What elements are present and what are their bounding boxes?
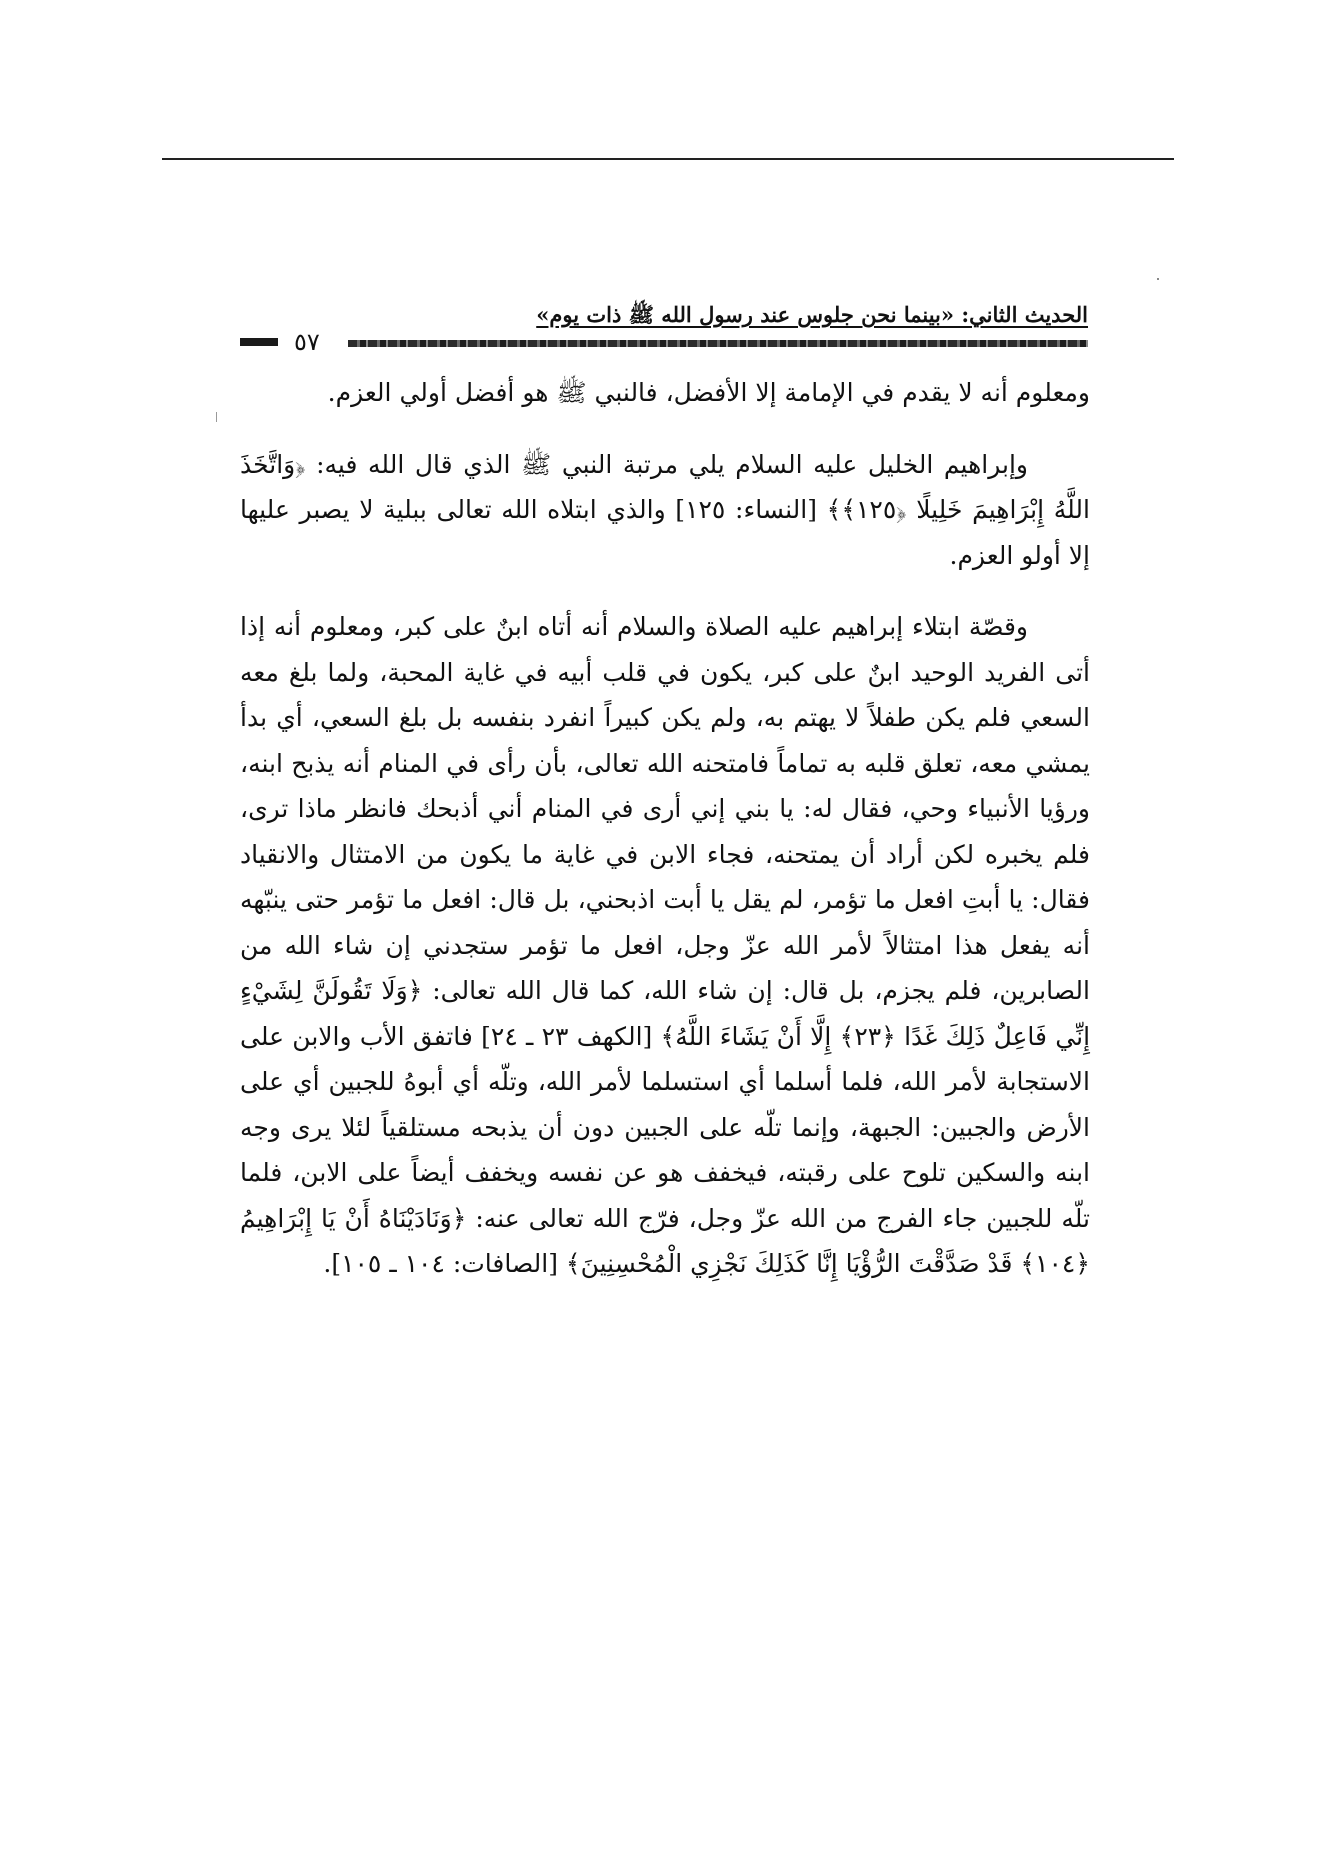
paragraph-1: ومعلوم أنه لا يقدم في الإمامة إلا الأفضل، فالنبي ﷺ هو أفضل أولي العزم. — [327, 378, 1090, 407]
paragraph-3: وقصّة ابتلاء إبراهيم عليه الصلاة والسلام أنه أتاه ابنٌ على كبر، ومعلوم أنه إذا أتى الفريد الوحيد ابنٌ على كبر، يكون في قلب أبيه في غاية المحبة، ولما بلغ معه السعي فلم يكن طفلاً لا يهتم به، ولم يكن كبيراً انفرد بنفسه بل بلغ السعي، أي بدأ يمشي معه، تعلق قلبه به تماماً فامتحنه الله تعالى، بأن رأى في المنام أنه يذبح ابنه، ورؤيا الأنبياء وحي، فقال له: يا بني إني أرى في المنام أني أذبحك فانظر ماذا ترى، فلم يخبره لكن أراد أن يمتحنه، فجاء الابن في غاية ما يكون من الامتثال والانقياد فقال: يا أبتِ افعل ما تؤمر، لم يقل يا أبت اذبحني، بل قال: افعل ما تؤمر حتى ينبّهه أنه يفعل هذا امتثالاً لأمر الله عزّ وجل، افعل ما تؤمر ستجدني إن شاء الله من الصابرين، فلم يجزم، بل قال: إن شاء الله، كما قال الله تعالى: ﴿وَلَا تَقُولَنَّ لِشَيْءٍ إِنِّي فَاعِلٌ ذَلِكَ غَدًا ﴿٢٣﴾ إِلَّا أَنْ يَشَاءَ اللَّهُ﴾ [الكهف ٢٣ ـ ٢٤] فاتفق الأب والابن على الاستجابة لأمر الله، فلما أسلما أي استسلما لأمر الله، وتلّه أي أبوهُ للجبين أي على الأرض والجبين: الجبهة، وإنما تلّه على الجبين دون أن يذبحه مستلقياً لئلا يرى وجه ابنه والسكين تلوح على رقبته، فيخفف هو عن نفسه ويخفف أيضاً على الابن، فلما تلّه للجبين جاء الفرج من الله عزّ وجل، فرّج الله تعالى عنه: ﴿وَنَادَيْنَاهُ أَنْ يَا إِبْرَاهِيمُ ﴿١٠٤﴾ قَدْ صَدَّقْتَ الرُّؤْيَا إِنَّا كَذَلِكَ نَجْزِي الْمُحْسِنِينَ﴾ [الصافات: ١٠٤ ـ ١٠٥]. — [240, 612, 1091, 1278]
header-ornament-band — [348, 340, 1088, 347]
page-number-bar — [240, 338, 278, 346]
page-number: ٥٧ — [294, 328, 320, 356]
running-title: الحديث الثاني: «بينما نحن جلوس عند رسول الله ﷺ ذات يوم» — [536, 302, 1088, 327]
scan-speck — [1157, 278, 1159, 280]
body-text — [240, 370, 1090, 1287]
paragraph-2: وإبراهيم الخليل عليه السلام يلي مرتبة النبي ﷺ الذي قال الله فيه: ﴿وَاتَّخَذَ اللَّهُ إِبْرَاهِيمَ خَلِيلًا ﴿١٢٥﴾﴾ [النساء: ١٢٥] والذي ابتلاه الله تعالى ببلية لا يصبر عليها إلا أولو العزم. — [240, 449, 1090, 570]
margin-mark — [216, 412, 217, 422]
top-rule — [162, 158, 1174, 160]
page-header — [240, 302, 1088, 356]
